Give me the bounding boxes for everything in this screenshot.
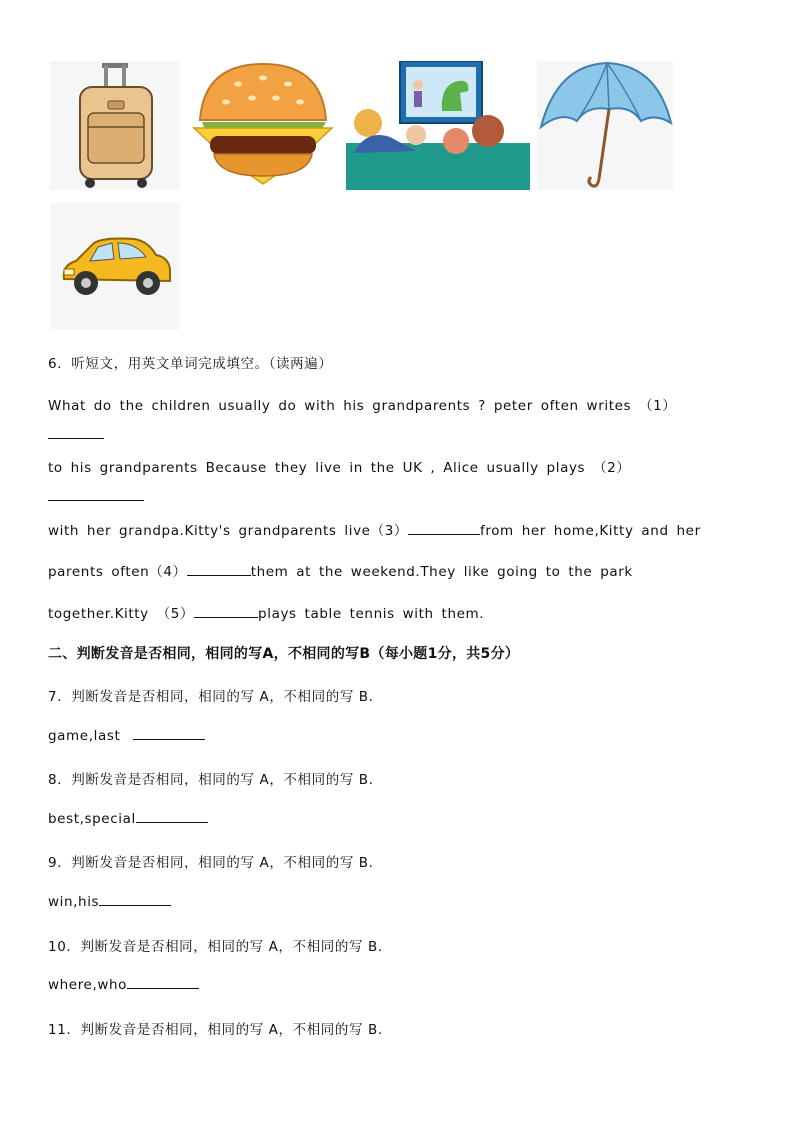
question-10-words: where,who	[48, 977, 128, 993]
question-8-answer	[48, 810, 208, 827]
passage-line-4b: them at the weekend.They like going to the park	[250, 564, 633, 580]
question-6-title: 6．听短文，用英文单词完成填空。（读两遍）	[48, 356, 333, 372]
hamburger-icon	[188, 58, 338, 190]
blank-1-line	[48, 426, 104, 443]
passage-line-3b: from her home,Kitty and her	[479, 523, 701, 539]
question-9-answer	[48, 893, 171, 910]
question-9-blank[interactable]	[99, 893, 171, 906]
blank-5[interactable]	[194, 605, 258, 618]
blank-2[interactable]	[48, 488, 144, 501]
car-icon	[50, 203, 180, 329]
question-9-words: win,his	[48, 894, 100, 910]
question-8-blank[interactable]	[136, 810, 208, 823]
passage-line-5b: plays table tennis with them.	[258, 606, 485, 622]
passage-line-3	[48, 519, 701, 539]
passage-line-4	[48, 560, 633, 580]
passage-line-1-text: What do the children usually do with his grandparents ? peter often writes （1）	[48, 398, 677, 414]
blank-3[interactable]	[408, 522, 480, 535]
question-7-answer	[48, 727, 205, 744]
suitcase-icon	[50, 61, 180, 190]
question-9-prompt: 9．判断发音是否相同，相同的写 A，不相同的写 B.	[48, 855, 374, 871]
passage-line-5	[48, 602, 484, 622]
passage-line-1	[48, 394, 676, 414]
passage-line-5a: together.Kitty （5）	[48, 606, 195, 622]
family-watching-tv-icon	[346, 61, 530, 190]
question-7-prompt: 7．判断发音是否相同，相同的写 A，不相同的写 B.	[48, 689, 374, 705]
passage-line-2-text: to his grandparents Because they live in the UK , Alice usually plays （2）	[48, 460, 631, 476]
blank-4[interactable]	[187, 563, 251, 576]
blank-2-line	[48, 488, 144, 505]
question-8-words: best,special	[48, 811, 136, 827]
blank-1[interactable]	[48, 426, 104, 439]
question-10-answer	[48, 976, 199, 993]
umbrella-icon	[537, 61, 673, 190]
question-7-blank[interactable]	[133, 727, 205, 740]
question-10-prompt: 10．判断发音是否相同，相同的写 A，不相同的写 B.	[48, 939, 383, 955]
question-10-blank[interactable]	[127, 976, 199, 989]
section-2-heading: 二、判断发音是否相同，相同的写A，不相同的写B（每小题1分，共5分）	[48, 646, 520, 662]
passage-line-2	[48, 456, 630, 476]
question-8-prompt: 8．判断发音是否相同，相同的写 A，不相同的写 B.	[48, 772, 374, 788]
question-7-words: game,last	[48, 728, 126, 744]
passage-line-4a: parents often（4）	[48, 564, 187, 580]
question-11-prompt: 11．判断发音是否相同，相同的写 A，不相同的写 B.	[48, 1022, 383, 1038]
passage-line-3a: with her grandpa.Kitty's grandparents live（3）	[48, 523, 408, 539]
